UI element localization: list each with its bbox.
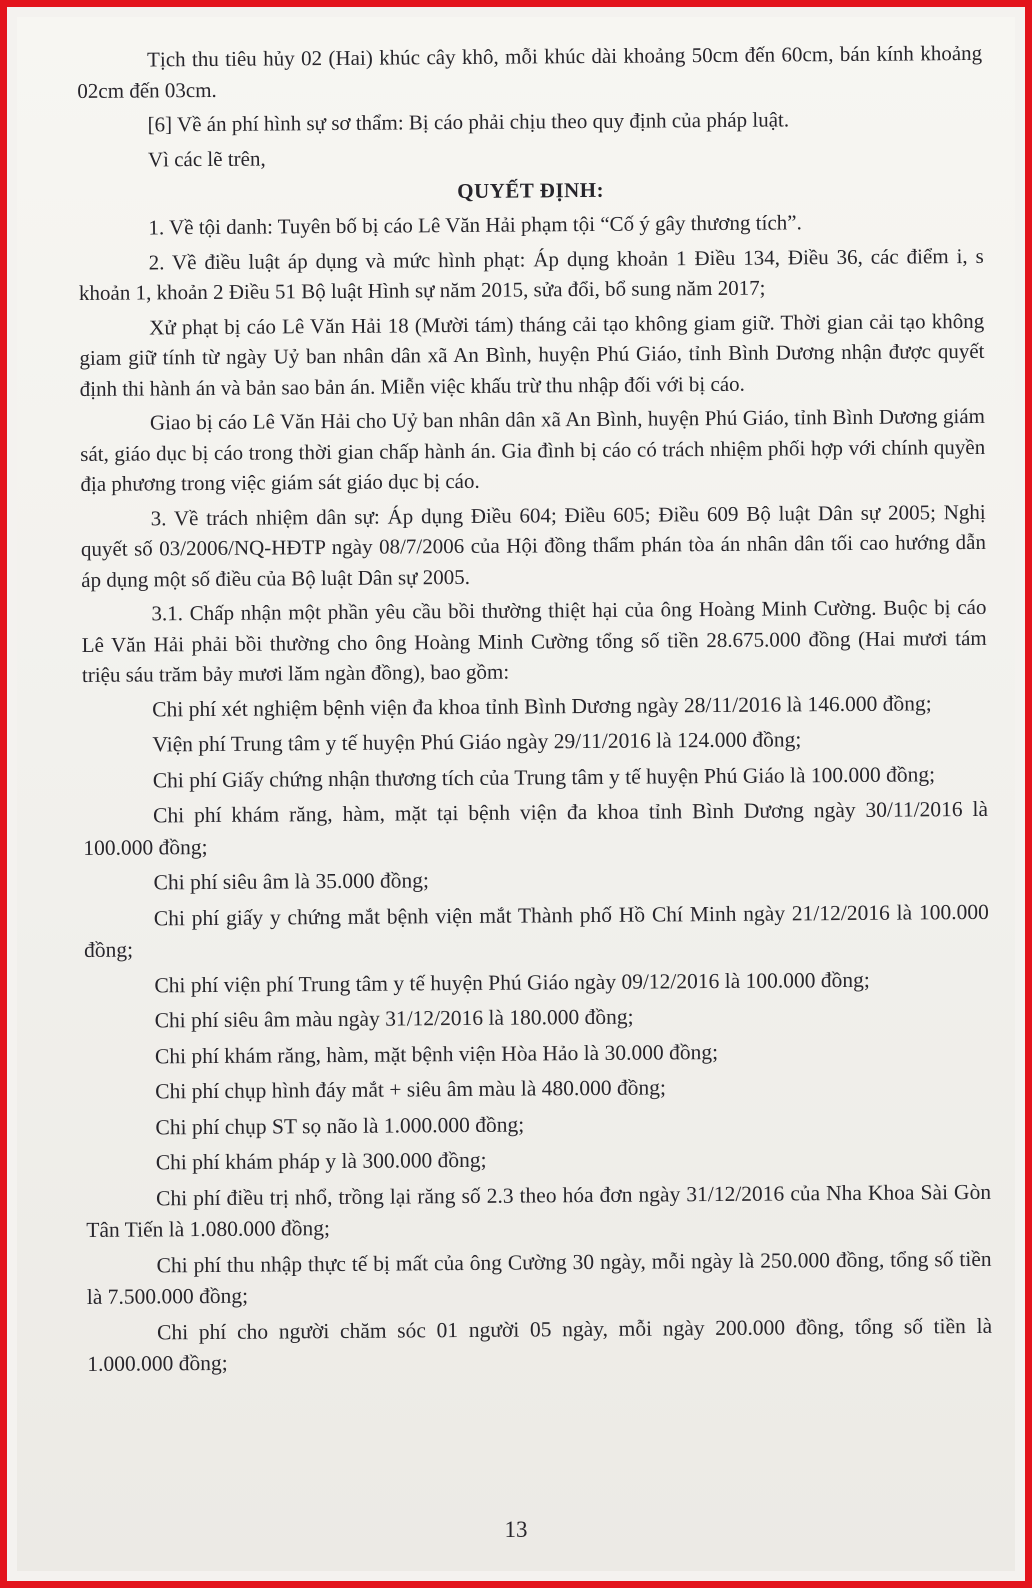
paragraph-confiscation: Tịch thu tiêu hủy 02 (Hai) khúc cây khô, mỗi khúc dài khoảng 50cm đến 60cm, bán kính khoảng 02cm đến 03cm. <box>77 40 983 103</box>
expense-item: Chi phí xét nghiệm bệnh viện đa khoa tỉnh Bình Dương ngày 28/11/2016 là 146.000 đồng; <box>152 690 932 721</box>
document-page <box>17 17 1015 1571</box>
expense-item: Chi phí chụp ST sọ não là 1.000.000 đồng; <box>155 1112 525 1139</box>
decision-heading: QUYẾT ĐỊNH: <box>457 177 605 204</box>
expense-item: Chi phí khám răng, hàm, mặt bệnh viện Hòa Hảo là 30.000 đồng; <box>154 1039 719 1068</box>
expense-item: Chi phí khám pháp y là 300.000 đồng; <box>155 1147 487 1175</box>
expense-list <box>82 687 992 1380</box>
paragraph-applicable-law: 2. Về điều luật áp dụng và mức hình phạt: Áp dụng khoản 1 Điều 134, Điều 36, các điểm i, s khoản 1, khoản 2 Điều 51 Bộ luật Hình sự năm 2015, sửa đổi, bổ sung năm 2017; <box>78 243 984 305</box>
paragraph-supervision: Giao bị cáo Lê Văn Hải cho Uỷ ban nhân dân xã An Bình, huyện Phú Giáo, tỉnh Bình Dương giám sát, giáo dục bị cáo trong thời gian chấp hành án. Gia đình bị cáo có trách nhiệm phối hợp với chính quyền địa phương trong việc giám sát giáo dục bị cáo. <box>80 403 986 496</box>
paragraph-civil-liability: 3. Về trách nhiệm dân sự: Áp dụng Điều 604; Điều 605; Điều 609 Bộ luật Dân sự 2005; Nghị quyết số 03/2006/NQ-HĐTP ngày 08/7/2006 của Hội đồng thẩm phán tòa án nhân dân tối cao hướng dẫn áp dụng một số điều của Bộ luật Dân sự 2005. <box>80 499 987 592</box>
paragraph-court-fee: [6] Về án phí hình sự sơ thẩm: Bị cáo phải chịu theo quy định của pháp luật. <box>147 107 790 137</box>
document-body <box>77 38 992 1385</box>
paragraph-sentence: Xử phạt bị cáo Lê Văn Hải 18 (Mười tám) tháng cải tạo không giam giữ. Thời gian cải tạo không giam giữ tính từ ngày Uỷ ban nhân dân xã An Bình, huyện Phú Giáo, tỉnh Bình Dương nhận được quyết định thi hành án và bản sao bản án. Miễn việc khấu trừ thu nhập đối với bị cáo. <box>79 308 985 401</box>
expense-item: Chi phí siêu âm màu ngày 31/12/2016 là 180.000 đồng; <box>154 1004 634 1033</box>
paragraph-charge: 1. Về tội danh: Tuyên bố bị cáo Lê Văn Hải phạm tội “Cố ý gây thương tích”. <box>148 210 802 240</box>
expense-item: Viện phí Trung tâm y tế huyện Phú Giáo ngày 29/11/2016 là 124.000 đồng; <box>152 727 802 757</box>
expense-item: Chi phí khám răng, hàm, mặt tại bệnh viện đa khoa tỉnh Bình Dương ngày 30/11/2016 là 100.000 đồng; <box>83 796 989 860</box>
page-number: 13 <box>504 1517 528 1542</box>
paragraph-compensation: 3.1. Chấp nhận một phần yêu cầu bồi thường thiệt hại của ông Hoàng Minh Cường. Buộc bị cáo Lê Văn Hải phải bồi thường cho ông Hoàng Minh Cường tổng số tiền 28.675.000 đồng (Hai mươi tám triệu sáu trăm bảy mươi lăm ngàn đồng), bao gồm: <box>81 594 987 687</box>
paragraph-reasons: Vì các lẽ trên, <box>147 146 266 171</box>
expense-item: Chi phí thu nhập thực tế bị mất của ông Cường 30 ngày, mỗi ngày là 250.000 đồng, tổng số tiền là 7.500.000 đồng; <box>86 1246 992 1309</box>
expense-item: Chi phí giấy y chứng mắt bệnh viện mắt Thành phố Hồ Chí Minh ngày 21/12/2016 là 100.000 đồng; <box>84 899 989 962</box>
expense-item: Chi phí viện phí Trung tâm y tế huyện Phú Giáo ngày 09/12/2016 là 100.000 đồng; <box>154 967 870 997</box>
expense-item: Chi phí cho người chăm sóc 01 người 05 ngày, mỗi ngày 200.000 đồng, tổng số tiền là 1.000.000 đồng; <box>87 1313 993 1376</box>
expense-item: Chi phí Giấy chứng nhận thương tích của Trung tâm y tế huyện Phú Giáo là 100.000 đồng; <box>152 761 936 792</box>
expense-item: Chi phí chụp hình đáy mắt + siêu âm màu là 480.000 đồng; <box>155 1075 667 1104</box>
expense-item: Chi phí điều trị nhổ, trồng lại răng số 2.3 theo hóa đơn ngày 31/12/2016 của Nha Khoa Sài Gòn Tân Tiến là 1.080.000 đồng; <box>86 1179 992 1242</box>
expense-item: Chi phí siêu âm là 35.000 đồng; <box>153 868 429 895</box>
